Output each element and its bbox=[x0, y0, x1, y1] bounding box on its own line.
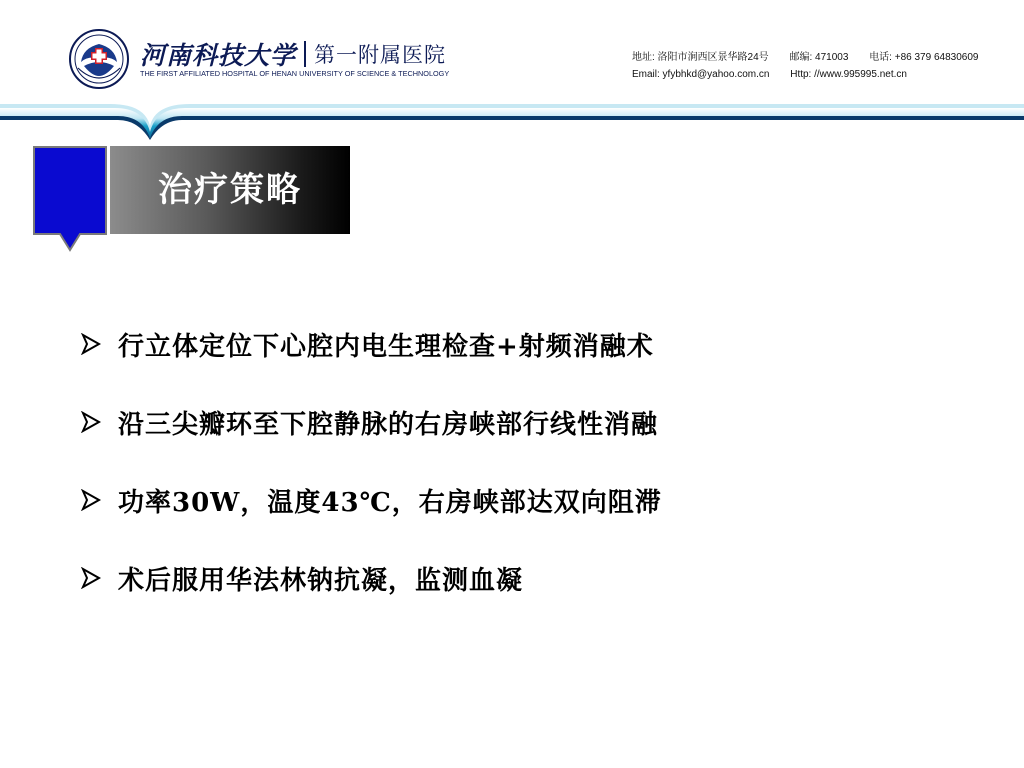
hospital-department: 第一附属医院 bbox=[314, 43, 447, 67]
address: 地址: 洛阳市涧西区景华路24号 bbox=[632, 52, 769, 63]
bullet-text: 术后服用华法林钠抗凝，监测血凝 bbox=[118, 565, 524, 596]
slide-title: 治疗策略 bbox=[158, 170, 302, 210]
header bbox=[0, 0, 1024, 140]
header-band bbox=[0, 96, 1024, 140]
hospital-emblem-icon bbox=[68, 28, 130, 90]
blue-pennant-icon bbox=[33, 146, 107, 252]
bullet-text: 功率30W，温度43℃，右房峡部达双向阻滞 bbox=[118, 487, 662, 518]
hospital-name bbox=[140, 36, 446, 72]
list-item bbox=[80, 461, 662, 539]
postcode: 邮编: 471003 bbox=[789, 52, 849, 63]
university-name: 河南科技大学 bbox=[140, 41, 297, 70]
list-item bbox=[80, 383, 662, 461]
bullet-text: 沿三尖瓣环至下腔静脉的右房峡部行线性消融 bbox=[118, 409, 659, 440]
hospital-name-english: THE FIRST AFFILIATED HOSPITAL OF HENAN UNIVERSITY OF SCIENCE & TECHNOLOGY bbox=[140, 69, 450, 78]
title-box bbox=[110, 146, 350, 234]
contact-row-1 bbox=[632, 49, 978, 66]
bullet-text: 行立体定位下心腔内电生理检查+射频消融术 bbox=[118, 331, 654, 362]
contact-row-2 bbox=[632, 66, 978, 83]
website: Http: //www.995995.net.cn bbox=[790, 69, 907, 80]
bullet-list bbox=[80, 305, 662, 617]
arrow-bullet-icon bbox=[80, 567, 102, 589]
phone: 电话: +86 379 64830609 bbox=[869, 52, 979, 63]
arrow-bullet-icon bbox=[80, 489, 102, 511]
contact-info bbox=[632, 49, 978, 83]
list-item bbox=[80, 539, 662, 617]
arrow-bullet-icon bbox=[80, 333, 102, 355]
arrow-bullet-icon bbox=[80, 411, 102, 433]
name-divider bbox=[304, 41, 306, 67]
email: Email: yfybhkd@yahoo.com.cn bbox=[632, 69, 770, 80]
list-item bbox=[80, 305, 662, 383]
